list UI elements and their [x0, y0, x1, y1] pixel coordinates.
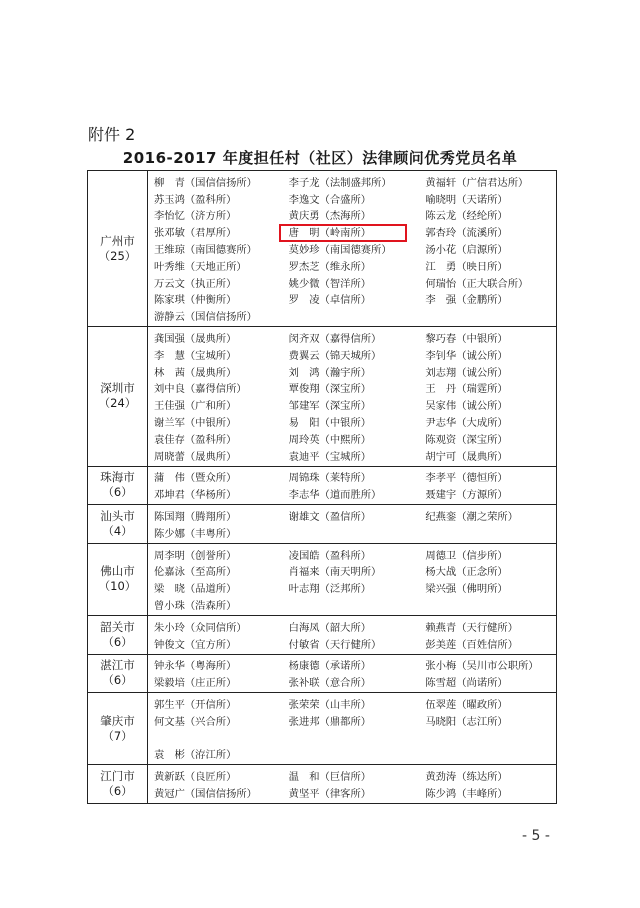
- member-entry: 朱小玲（众同信所）: [154, 621, 247, 634]
- document-title: 2016-2017 年度担任村（社区）法律顾问优秀党员名单: [122, 149, 518, 167]
- member-line: [150, 657, 556, 674]
- member-entry: 纪燕銮（潮之荣所）: [425, 511, 519, 524]
- member-line: [150, 618, 556, 635]
- member-entry: 胡宁可（晟典所）: [425, 450, 508, 463]
- city-count: （4）: [102, 523, 133, 538]
- member-entry: 闵齐双（嘉得信所）: [288, 333, 382, 346]
- city-name: 佛山市: [100, 564, 135, 579]
- member-entry: 周晓蕾（晟典所）: [154, 450, 237, 463]
- member-entry: 邹建军（深宝所）: [288, 400, 372, 413]
- member-entry: 何文基（兴合所）: [154, 715, 237, 728]
- names-cell: [148, 171, 557, 327]
- member-entry: 张进邦（鼎都所）: [288, 715, 372, 728]
- member-line: [150, 635, 556, 652]
- member-entry: 覃俊翔（深宝所）: [288, 383, 372, 396]
- member-entry: 周锦珠（莱特所）: [288, 472, 372, 485]
- member-entry: 柳 青（国信信扬所）: [154, 176, 257, 189]
- member-line: [150, 695, 556, 712]
- member-entry: 王 丹（瑞霆所）: [425, 383, 508, 396]
- member-entry: 谢雄文（盈信所）: [288, 511, 372, 524]
- member-entry: 游静云（国信信扬所）: [154, 311, 257, 324]
- city-name: 珠海市: [100, 470, 135, 485]
- member-entry: 黎巧春（中银所）: [425, 333, 508, 346]
- member-entry: 陈国翔（腾翔所）: [154, 511, 237, 524]
- member-entry: 姚少微（智洋所）: [288, 277, 372, 290]
- member-entry: 付敏省（天行健所）: [288, 638, 382, 651]
- member-entry: 唐 明（岭南所）: [288, 227, 372, 240]
- member-entry: 莫妙珍（南国德赛所）: [288, 244, 392, 257]
- names-cell: [148, 693, 557, 765]
- city-name: 江门市: [100, 769, 135, 784]
- member-entry: 苏玉鸿（盈科所）: [154, 193, 237, 206]
- city-group-row: [88, 466, 557, 505]
- city-count: （6）: [102, 784, 133, 799]
- member-line: [150, 596, 556, 613]
- member-entry: 蒲 伟（暨众所）: [154, 472, 237, 485]
- city-group-row: [88, 327, 557, 466]
- attachment-label: 附件 2: [88, 125, 136, 144]
- member-entry: 黄新跃（良匠所）: [154, 771, 237, 784]
- member-entry: 陈少鸿（丰峰所）: [425, 787, 508, 800]
- member-line: [150, 563, 556, 580]
- member-line: [150, 396, 556, 413]
- member-entry: 汤小花（启源所）: [425, 244, 508, 257]
- city-group-row: [88, 543, 557, 615]
- member-entry: 龚国强（晟典所）: [154, 333, 237, 346]
- member-line: [150, 767, 556, 784]
- member-entry: 万云文（执正所）: [154, 277, 237, 290]
- member-entry: 叶志翔（泛邦所）: [288, 583, 372, 596]
- member-entry: 郭生平（开信所）: [154, 699, 237, 711]
- city-count: （25）: [98, 248, 137, 263]
- member-entry: 陈云龙（经纶所）: [425, 210, 508, 223]
- member-entry: 彭美莲（百姓信所）: [425, 638, 519, 651]
- member-line: [150, 524, 556, 541]
- member-entry: 张荣荣（山丰所）: [288, 699, 372, 711]
- member-line: [150, 447, 556, 464]
- member-line: [150, 507, 556, 524]
- city-name: 汕头市: [100, 508, 135, 523]
- city-cell: [88, 171, 148, 327]
- member-entry: 何瑞怡（正大联合所）: [425, 277, 529, 290]
- city-cell: [88, 654, 148, 693]
- member-line: [150, 430, 556, 447]
- member-entry: 钟永华（粤海所）: [154, 660, 237, 673]
- member-entry: 钟俊文（宜方所）: [154, 638, 237, 651]
- city-name: 肇庆市: [100, 713, 135, 728]
- member-entry: 罗杰芝（维永所）: [288, 260, 372, 273]
- member-entry: 李钊华（诚公所）: [425, 349, 508, 362]
- member-line: [150, 546, 556, 563]
- member-entry: 张邓敏（君厚所）: [154, 227, 237, 240]
- member-entry: 陈家琪（仲衡所）: [154, 294, 237, 307]
- member-line: [150, 746, 556, 763]
- city-name: 湛江市: [100, 658, 135, 673]
- member-entry: 伦嘉泳（至高所）: [154, 566, 237, 579]
- member-line: [150, 307, 556, 324]
- member-entry: 周玲英（中熙所）: [288, 433, 372, 446]
- member-entry: 林 茜（晟典所）: [154, 366, 237, 379]
- member-entry: 袁佳存（盈科所）: [154, 433, 237, 446]
- member-line: [150, 729, 556, 746]
- member-entry: 赖燕青（天行健所）: [425, 621, 519, 634]
- member-entry: 刘志翔（诚公所）: [425, 366, 508, 379]
- page-number: - 5 -: [522, 828, 550, 844]
- member-line: [150, 207, 556, 224]
- member-entry: 陈观资（深宝所）: [425, 433, 508, 446]
- city-count: （6）: [102, 485, 133, 500]
- member-table: [87, 170, 557, 804]
- city-name: 广州市: [100, 233, 135, 248]
- city-count: （6）: [102, 634, 133, 649]
- city-group-row: [88, 615, 557, 654]
- city-cell: [88, 765, 148, 804]
- city-name: 韶关市: [100, 619, 135, 634]
- member-line: [150, 346, 556, 363]
- member-entry: 尹志华（大成所）: [425, 417, 508, 430]
- member-entry: 刘中良（嘉得信所）: [154, 383, 247, 396]
- member-line: [150, 784, 556, 801]
- member-entry: 曾小珠（浩森所）: [154, 600, 237, 613]
- names-cell: [148, 505, 557, 544]
- city-count: （10）: [98, 579, 137, 594]
- member-entry: 陈少娜（丰粤所）: [154, 527, 237, 540]
- member-line: [150, 712, 556, 729]
- member-entry: 李逸文（合盛所）: [288, 193, 372, 206]
- member-line: [150, 240, 556, 257]
- member-entry: 袁 彬（洊江所）: [154, 749, 237, 762]
- names-cell: [148, 543, 557, 615]
- member-entry: 易 阳（中银所）: [288, 417, 372, 430]
- city-cell: [88, 615, 148, 654]
- member-entry: 张小梅（吴川市公职所）: [425, 660, 539, 673]
- city-count: （7）: [102, 728, 133, 743]
- member-entry: 李怡忆（济方所）: [154, 210, 237, 223]
- city-group-row: [88, 654, 557, 693]
- member-line: [150, 190, 556, 207]
- member-entry: 杨康德（承诺所）: [288, 660, 372, 673]
- city-cell: [88, 466, 148, 505]
- member-line: [150, 485, 556, 502]
- member-entry: 周李明（创誉所）: [154, 549, 237, 562]
- member-entry: 黄庆勇（杰海所）: [288, 210, 372, 223]
- city-cell: [88, 327, 148, 466]
- member-entry: 马晓阳（志江所）: [425, 715, 508, 728]
- city-group-row: [88, 505, 557, 544]
- city-cell: [88, 505, 148, 544]
- member-entry: 邓坤君（华杨所）: [154, 489, 237, 502]
- member-entry: 王佳强（广和所）: [154, 400, 237, 413]
- names-cell: [148, 327, 557, 466]
- member-line: [150, 291, 556, 308]
- member-entry: 白海凤（韶大所）: [288, 621, 372, 634]
- member-line: [150, 223, 556, 240]
- member-line: [150, 673, 556, 690]
- member-entry: 黄冠广（国信信扬所）: [154, 787, 257, 800]
- member-entry: 刘 鸿（瀚宇所）: [288, 366, 372, 379]
- member-entry: 肖福来（南天明所）: [288, 566, 382, 579]
- member-entry: 郭杏玲（流溪所）: [425, 227, 508, 240]
- member-entry: 李志华（道而胜所）: [288, 489, 382, 502]
- member-entry: 李子龙（法制盛邦所）: [288, 176, 392, 189]
- member-entry: 周德卫（信步所）: [425, 549, 508, 562]
- member-entry: 陈雪超（尚诺所）: [425, 677, 508, 690]
- member-entry: 杨大战（正念所）: [425, 566, 508, 579]
- member-line: [150, 363, 556, 380]
- member-line: [150, 413, 556, 430]
- member-line: [150, 329, 556, 346]
- city-group-row: [88, 171, 557, 327]
- member-entry: 温 和（巨信所）: [288, 771, 372, 784]
- city-count: （6）: [102, 673, 133, 688]
- city-cell: [88, 693, 148, 765]
- member-entry: 李孝平（德恒所）: [425, 472, 508, 485]
- names-cell: [148, 466, 557, 505]
- member-entry: 凌国皓（盈科所）: [288, 549, 372, 562]
- member-entry: 伍翠莲（曜政所）: [425, 699, 508, 711]
- names-cell: [148, 654, 557, 693]
- member-entry: 喻晓明（天诺所）: [425, 193, 508, 206]
- member-line: [150, 274, 556, 291]
- member-entry: 黄福轩（广信君达所）: [425, 176, 529, 189]
- names-cell: [148, 615, 557, 654]
- member-line: [150, 380, 556, 397]
- city-name: 深圳市: [100, 381, 135, 396]
- city-cell: [88, 543, 148, 615]
- member-entry: 梁毅培（庄正所）: [154, 677, 237, 690]
- member-line: [150, 579, 556, 596]
- names-cell: [148, 765, 557, 804]
- member-entry: 叶秀维（天地正所）: [154, 260, 247, 273]
- member-entry: 聂建宇（方源所）: [425, 489, 508, 502]
- member-entry: 梁 晓（品道所）: [154, 583, 237, 596]
- member-line: [150, 469, 556, 486]
- member-entry: 谢兰军（中银所）: [154, 417, 237, 430]
- member-entry: 黄坚平（律客所）: [288, 787, 372, 800]
- member-entry: 江 勇（映日所）: [425, 260, 508, 273]
- member-entry: 袁迪平（宝城所）: [288, 450, 372, 463]
- city-group-row: [88, 693, 557, 765]
- member-entry: 罗 凌（卓信所）: [288, 294, 372, 307]
- member-line: [150, 257, 556, 274]
- member-table-body: [88, 171, 557, 804]
- member-entry: 李 慧（宝城所）: [154, 349, 237, 362]
- member-entry: 黄劲涛（练达所）: [425, 771, 508, 784]
- member-entry: 李 强（金鹏所）: [425, 294, 508, 307]
- member-entry: 费翼云（锦天城所）: [288, 349, 382, 362]
- member-line: [150, 173, 556, 190]
- city-count: （24）: [98, 396, 137, 411]
- city-group-row: [88, 765, 557, 804]
- member-entry: 吴家伟（诚公所）: [425, 400, 508, 413]
- member-entry: 张补联（意合所）: [288, 677, 372, 690]
- member-entry: 王维琼（南国德赛所）: [154, 244, 257, 257]
- member-entry: 梁兴强（佛明所）: [425, 583, 508, 596]
